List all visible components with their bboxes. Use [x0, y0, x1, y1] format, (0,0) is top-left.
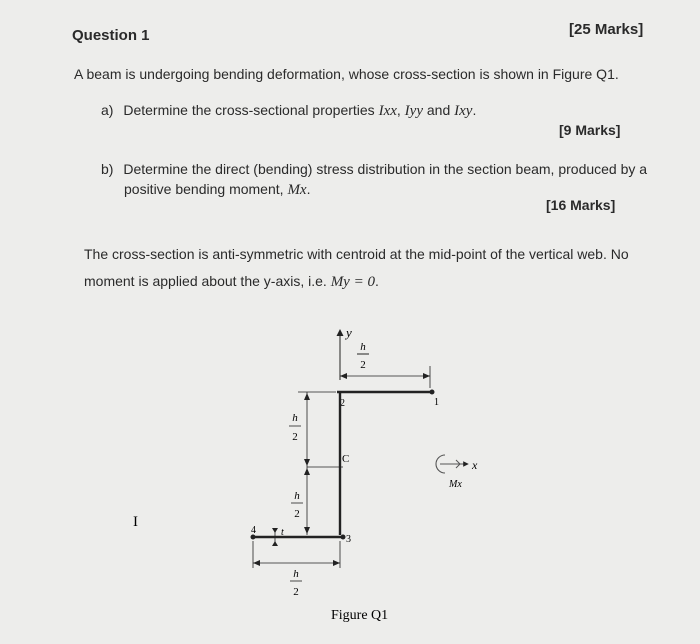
point-1-label: 1: [434, 397, 439, 408]
moment-arrow: [452, 460, 460, 468]
question-marks: [25 Marks]: [569, 21, 644, 38]
part-b-body2: positive bending moment,: [124, 181, 284, 197]
part-a-comma: ,: [396, 102, 401, 118]
h-upper: h: [292, 412, 298, 424]
part-a-body: Determine the cross-sectional properties: [123, 102, 375, 118]
point-1-dot: [430, 390, 435, 395]
note-line1: The cross-section is anti-symmetric with centroid at the mid-point of the vertical web. No: [84, 246, 629, 262]
y-axis-label: y: [346, 325, 352, 340]
mx-symbol: Mx: [287, 182, 307, 198]
stray-mark: I: [133, 514, 138, 530]
thickness-label: t: [281, 527, 284, 538]
point-2-label: 2: [340, 398, 345, 409]
moment-label: Mx: [449, 479, 462, 490]
part-b-marks: [16 Marks]: [546, 197, 616, 213]
centroid-label: C: [342, 453, 350, 465]
point-3-label: 3: [346, 534, 351, 545]
part-a-and: and: [426, 102, 451, 118]
x-axis-label: x: [472, 458, 478, 472]
two-top: 2: [360, 359, 366, 371]
two-lower: 2: [294, 508, 300, 520]
point-3-dot: [341, 535, 346, 540]
note-body2: moment is applied about the y-axis, i.e.: [84, 273, 327, 289]
figure-caption: Figure Q1: [331, 608, 389, 623]
dim-left-arrow-top: [304, 393, 310, 400]
part-b-period: .: [306, 181, 311, 197]
ixx-symbol: Ixx: [378, 103, 397, 119]
part-a-period: .: [472, 102, 477, 118]
h-bottom: h: [293, 568, 299, 580]
iyy-symbol: Iyy: [404, 103, 423, 119]
h-lower: h: [294, 490, 300, 502]
h-top: h: [360, 341, 366, 353]
dim-left-arrow-bot: [304, 527, 310, 534]
point-4-label: 4: [251, 525, 256, 536]
part-a-label: a): [101, 102, 114, 118]
part-b-body: Determine the direct (bending) stress distribution in the section beam, produced by a: [123, 161, 648, 177]
two-bottom: 2: [293, 586, 299, 598]
ixy-symbol: Ixy: [454, 103, 473, 119]
my-equation: My = 0: [330, 274, 375, 290]
part-a-marks: [9 Marks]: [559, 122, 621, 138]
question-title: Question 1: [72, 27, 150, 44]
question-intro: A beam is undergoing bending deformation, whose cross-section is shown in Figure Q1.: [74, 66, 619, 82]
two-upper: 2: [292, 431, 298, 443]
part-b-label: b): [101, 161, 114, 177]
note-period: .: [374, 273, 379, 289]
